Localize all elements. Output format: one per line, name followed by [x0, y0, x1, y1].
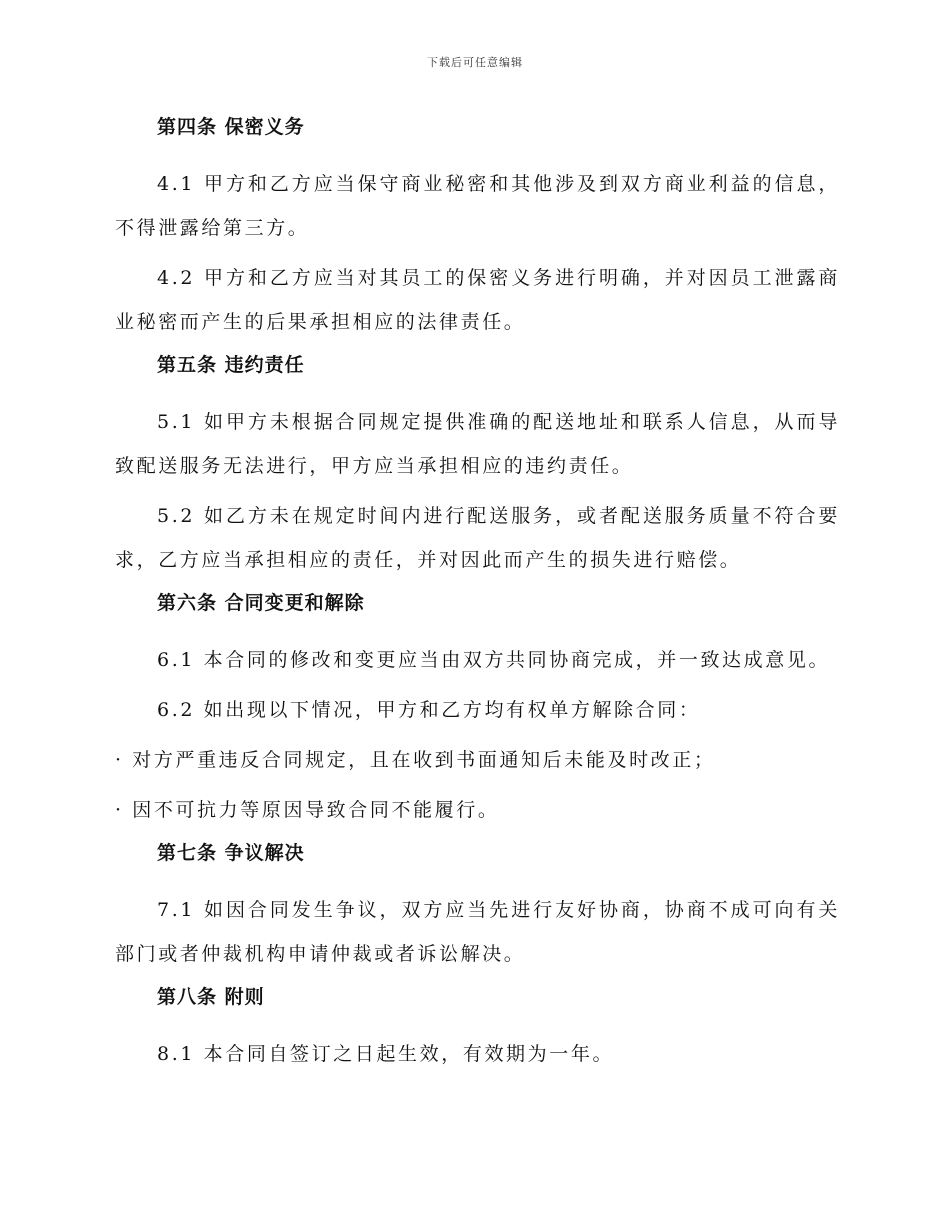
section-heading: 第七条 争议解决: [157, 842, 305, 864]
section-amendment: [115, 588, 840, 832]
section-heading: 第六条 合同变更和解除: [157, 592, 365, 614]
section-confidentiality: [115, 112, 840, 344]
clause-paragraph: 6.1 本合同的修改和变更应当由双方共同协商完成，并一致达成意见。: [157, 649, 831, 671]
bullet-item: · 对方严重违反合同规定，且在收到书面通知后未能及时改正；: [115, 749, 716, 771]
clause-paragraph: 6.2 如出现以下情况，甲方和乙方均有权单方解除合同：: [157, 699, 701, 721]
clause-paragraph: 5.2 如乙方未在规定时间内进行配送服务，或者配送服务质量不符合要求，乙方应当承担相应的责任，并对因此而产生的损失进行赔偿。: [115, 505, 840, 571]
clause-paragraph: 4.2 甲方和乙方应当对其员工的保密义务进行明确，并对因员工泄露商业秘密而产生的后果承担相应的法律责任。: [115, 267, 840, 333]
clause-paragraph: 4.1 甲方和乙方应当保守商业秘密和其他涉及到双方商业利益的信息，不得泄露给第三方。: [115, 173, 840, 239]
section-dispute: [115, 838, 840, 976]
clause-paragraph: 7.1 如因合同发生争议，双方应当先进行友好协商，协商不成可向有关部门或者仲裁机构申请仲裁或者诉讼解决。: [115, 899, 840, 965]
document-body: [115, 112, 840, 1082]
section-heading: 第五条 违约责任: [157, 354, 305, 376]
clause-paragraph: 5.1 如甲方未根据合同规定提供准确的配送地址和联系人信息，从而导致配送服务无法进行，甲方应当承担相应的违约责任。: [115, 411, 840, 477]
section-heading: 第八条 附则: [157, 986, 265, 1008]
section-supplementary: [115, 982, 840, 1076]
clause-paragraph: 8.1 本合同自签订之日起生效，有效期为一年。: [157, 1043, 615, 1065]
section-liability: [115, 350, 840, 582]
page-header: 下载后可任意编辑: [427, 56, 523, 69]
bullet-item: · 因不可抗力等原因导致合同不能履行。: [115, 799, 500, 821]
section-heading: 第四条 保密义务: [157, 116, 305, 138]
